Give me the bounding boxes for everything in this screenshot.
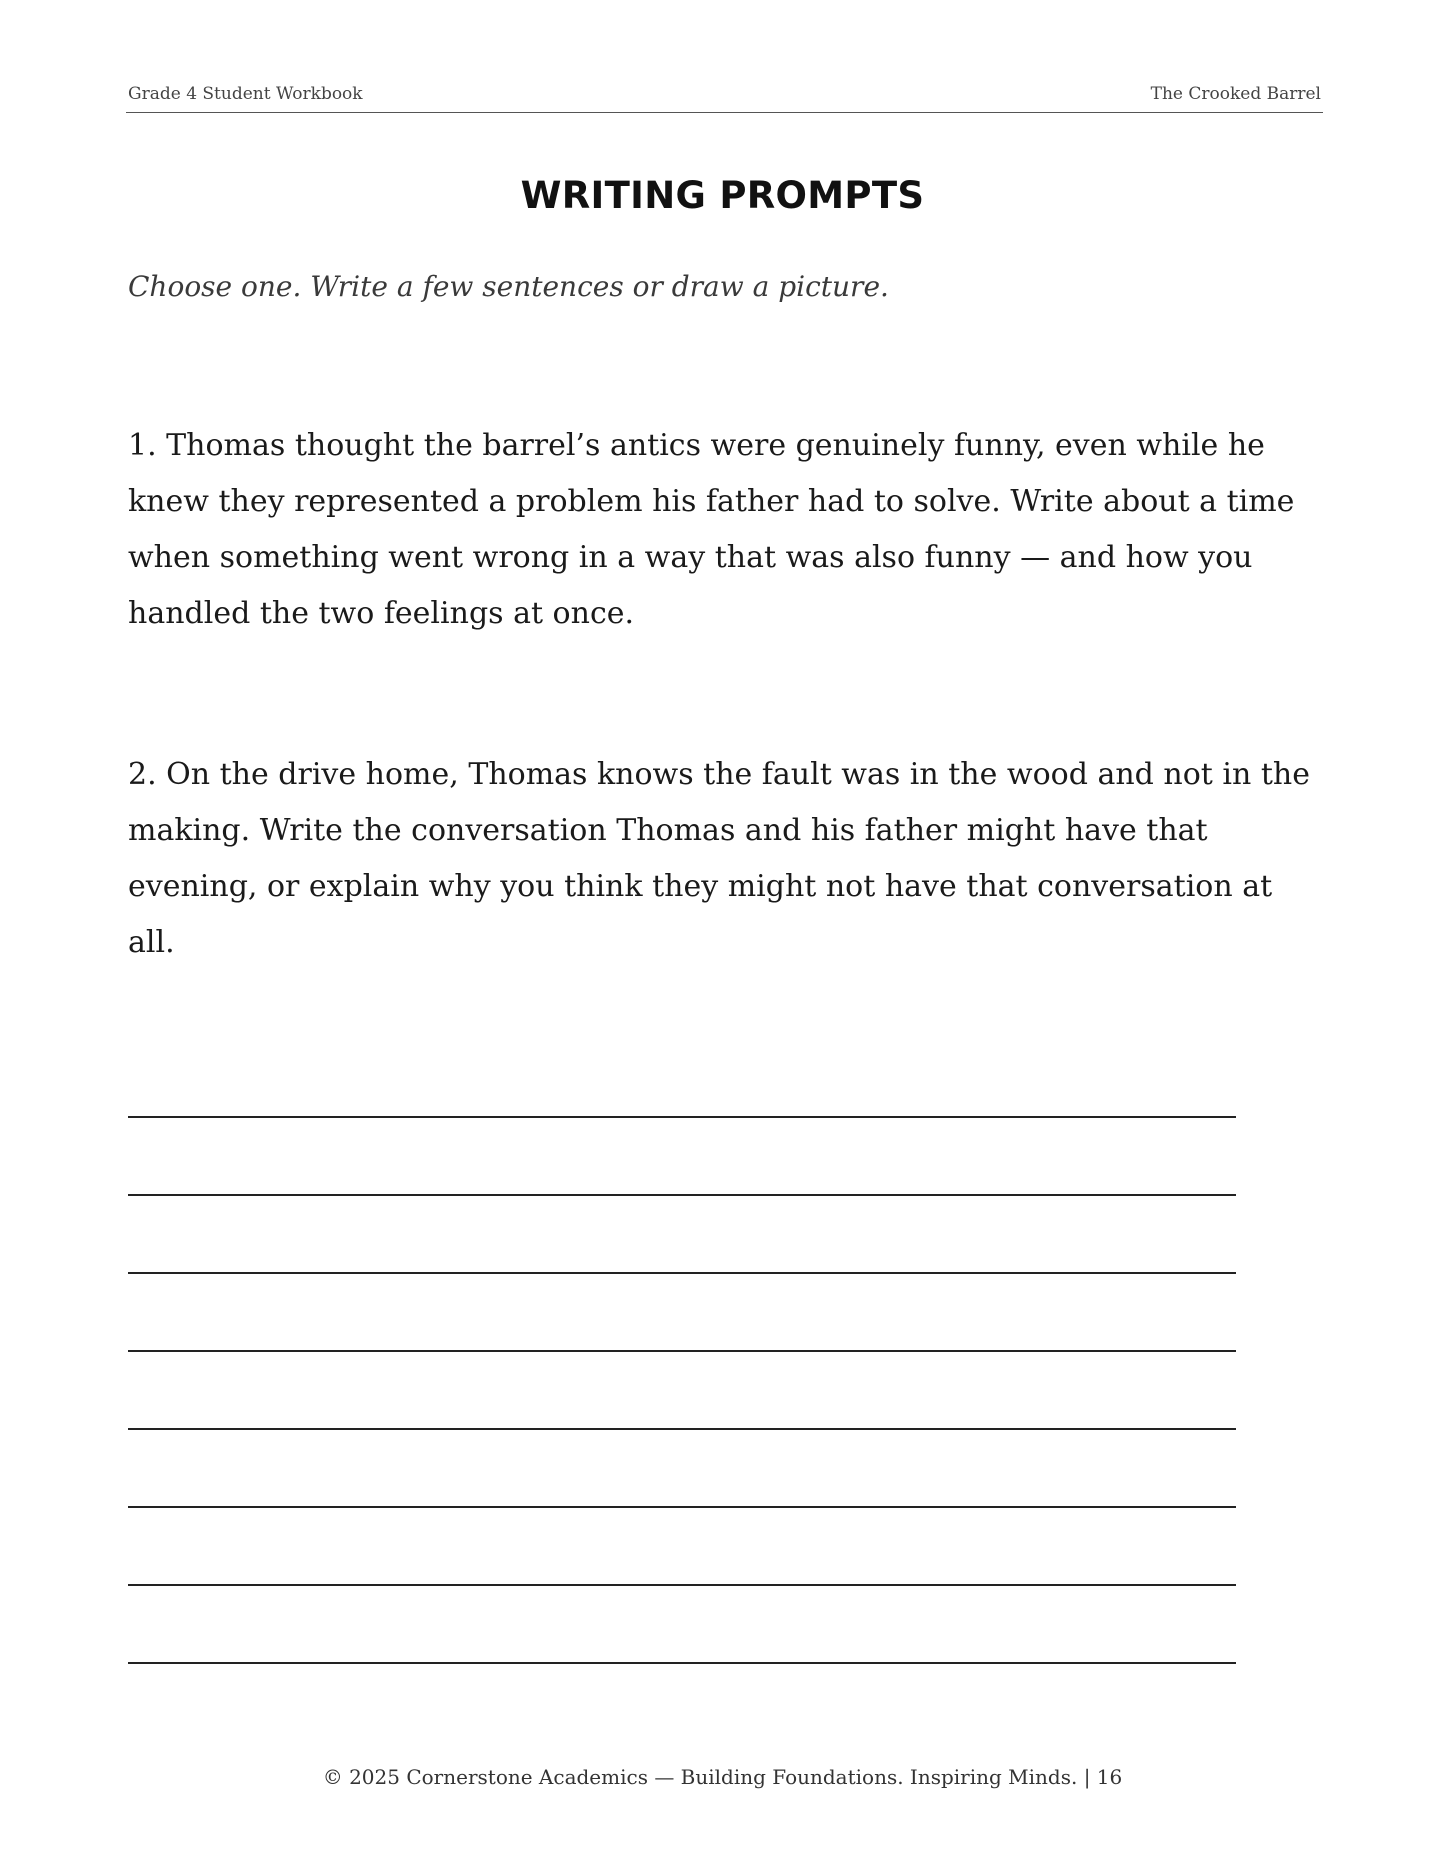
writing-line[interactable]	[128, 1508, 1236, 1586]
story-title: The Crooked Barrel	[1150, 84, 1321, 104]
writing-line[interactable]	[128, 1040, 1236, 1118]
prompt-1: 1. Thomas thought the barrel’s antics were genuinely funny, even while he knew they represented a problem his father had to solve. Write about a time when something went wrong in a way that was also funny — and how you handled the two feelings at once.	[128, 428, 1295, 631]
writing-line[interactable]	[128, 1118, 1236, 1196]
writing-line[interactable]	[128, 1586, 1236, 1664]
writing-line[interactable]	[128, 1430, 1236, 1508]
writing-lines	[128, 1040, 1236, 1664]
page-title: WRITING PROMPTS	[520, 174, 925, 217]
instructions: Choose one. Write a few sentences or draw a picture.	[128, 270, 889, 303]
writing-line[interactable]	[128, 1352, 1236, 1430]
writing-line[interactable]	[128, 1274, 1236, 1352]
prompt-2: 2. On the drive home, Thomas knows the fault was in the wood and not in the making. Write the conversation Thomas and his father might have that evening, or explain why you think they might not have that conversation at all.	[128, 757, 1310, 960]
page-footer: © 2025 Cornerstone Academics — Building Foundations. Inspiring Minds. | 16	[322, 1765, 1123, 1789]
page-header	[126, 84, 1323, 113]
writing-line[interactable]	[128, 1196, 1236, 1274]
workbook-label: Grade 4 Student Workbook	[128, 84, 363, 104]
